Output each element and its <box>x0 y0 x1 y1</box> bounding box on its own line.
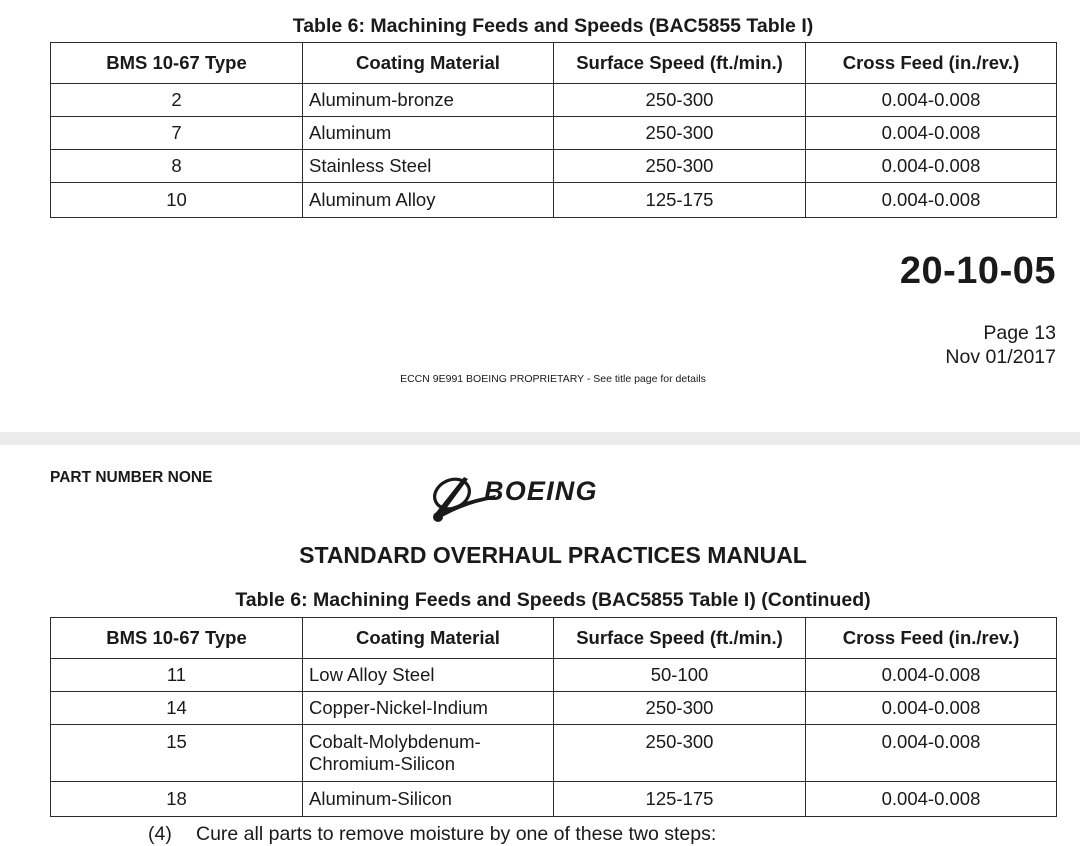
table-title: Table 6: Machining Feeds and Speeds (BAC5855 Table I) <box>292 15 814 37</box>
header-coating-material: Coating Material <box>303 43 554 84</box>
manual-title: STANDARD OVERHAUL PRACTICES MANUAL <box>299 542 807 568</box>
table-row <box>51 692 1057 725</box>
table-row <box>51 84 1057 117</box>
cell-bms-type: 14 <box>51 692 303 725</box>
cell-bms-type: 11 <box>51 659 303 692</box>
cell-surface-speed: 250-300 <box>554 692 806 725</box>
step-text: Cure all parts to remove moisture by one of these two steps: <box>196 823 717 845</box>
table-header-row <box>51 43 1057 84</box>
cell-cross-feed: 0.004-0.008 <box>806 150 1057 183</box>
table-header-row <box>51 618 1057 659</box>
header-surface-speed: Surface Speed (ft./min.) <box>554 618 806 659</box>
page-14 <box>0 445 1080 845</box>
header-surface-speed: Surface Speed (ft./min.) <box>554 43 806 84</box>
cell-coating-material: Aluminum-Silicon <box>303 782 554 817</box>
page-number: Page 13 <box>983 322 1056 344</box>
eccn-notice: ECCN 9E991 BOEING PROPRIETARY - See title page for details <box>400 373 706 385</box>
document-number: 20-10-05 <box>899 250 1056 292</box>
cell-coating-material: Aluminum Alloy <box>303 183 554 218</box>
cell-surface-speed: 50-100 <box>554 659 806 692</box>
cell-surface-speed: 250-300 <box>554 117 806 150</box>
cell-surface-speed: 125-175 <box>554 782 806 817</box>
cell-cross-feed: 0.004-0.008 <box>806 117 1057 150</box>
cell-cross-feed: 0.004-0.008 <box>806 725 1057 782</box>
cell-bms-type: 15 <box>51 725 303 782</box>
revision-date: Nov 01/2017 <box>945 346 1056 368</box>
table-row <box>51 183 1057 218</box>
cell-bms-type: 2 <box>51 84 303 117</box>
table-row <box>51 150 1057 183</box>
page-separator <box>0 432 1080 445</box>
part-number-label: PART NUMBER NONE <box>50 469 213 486</box>
cell-coating-material: Aluminum <box>303 117 554 150</box>
cell-cross-feed: 0.004-0.008 <box>806 692 1057 725</box>
coating-material-line-1: Cobalt-Molybdenum- <box>309 731 481 752</box>
cell-coating-material: Low Alloy Steel <box>303 659 554 692</box>
cell-bms-type: 10 <box>51 183 303 218</box>
step-number: (4) <box>148 823 172 845</box>
cell-surface-speed: 250-300 <box>554 84 806 117</box>
cell-bms-type: 7 <box>51 117 303 150</box>
cell-coating-material: Copper-Nickel-Indium <box>303 692 554 725</box>
header-cross-feed: Cross Feed (in./rev.) <box>806 618 1057 659</box>
table-row <box>51 782 1057 817</box>
feeds-speeds-table <box>50 42 1057 218</box>
cell-bms-type: 8 <box>51 150 303 183</box>
procedure-step <box>148 823 716 846</box>
logo-wordmark: BOEING <box>484 476 598 506</box>
cell-bms-type: 18 <box>51 782 303 817</box>
header-cross-feed: Cross Feed (in./rev.) <box>806 43 1057 84</box>
table-title-continued: Table 6: Machining Feeds and Speeds (BAC5855 Table I) (Continued) <box>235 589 871 611</box>
cell-cross-feed: 0.004-0.008 <box>806 782 1057 817</box>
feeds-speeds-table-continued <box>50 617 1057 817</box>
cell-coating-material <box>303 725 554 782</box>
header-bms-type: BMS 10-67 Type <box>51 43 303 84</box>
cell-cross-feed: 0.004-0.008 <box>806 84 1057 117</box>
table-row <box>51 117 1057 150</box>
cell-surface-speed: 250-300 <box>554 725 806 782</box>
boeing-logo <box>428 467 668 527</box>
cell-coating-material: Aluminum-bronze <box>303 84 554 117</box>
cell-cross-feed: 0.004-0.008 <box>806 659 1057 692</box>
header-coating-material: Coating Material <box>303 618 554 659</box>
cell-coating-material: Stainless Steel <box>303 150 554 183</box>
header-bms-type: BMS 10-67 Type <box>51 618 303 659</box>
table-row <box>51 659 1057 692</box>
coating-material-line-2: Chromium-Silicon <box>309 753 455 774</box>
cell-surface-speed: 250-300 <box>554 150 806 183</box>
cell-surface-speed: 125-175 <box>554 183 806 218</box>
table-row <box>51 725 1057 782</box>
cell-cross-feed: 0.004-0.008 <box>806 183 1057 218</box>
